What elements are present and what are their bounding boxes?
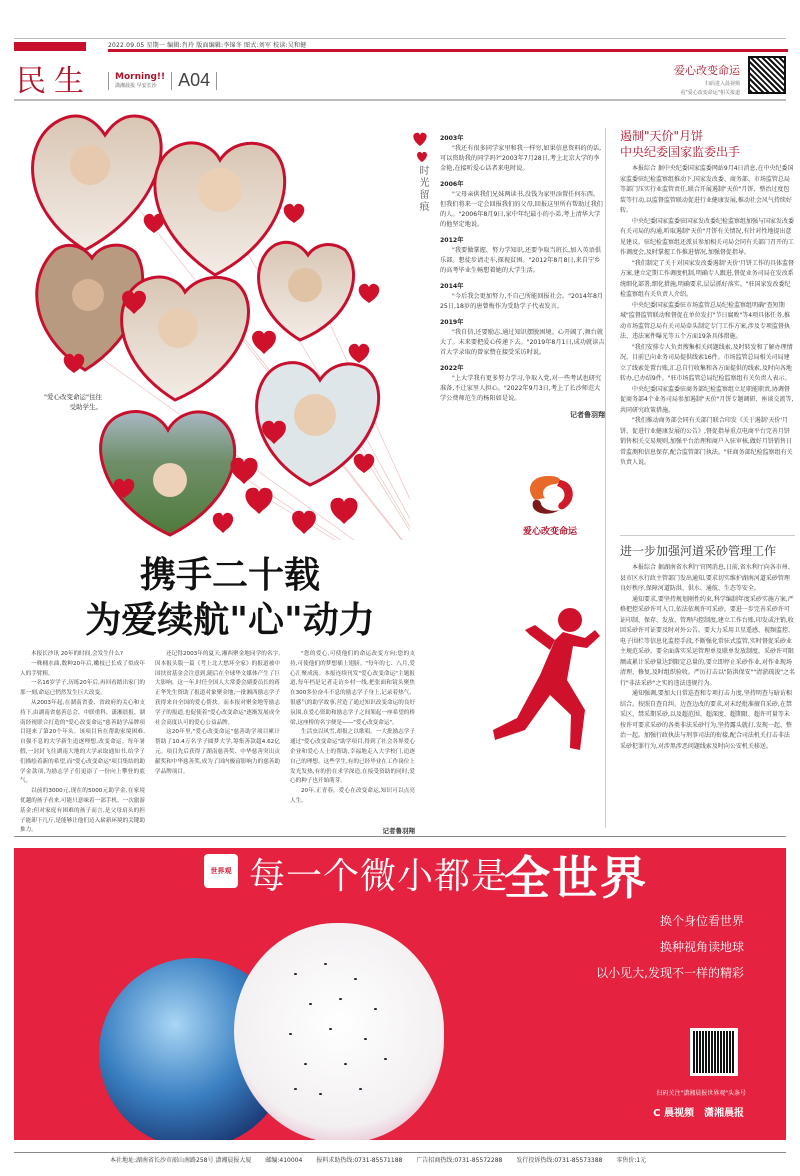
article-paragraph: 中央纪委国家监委驻商务部纪检监察组立足职能职责,协调督促商务部4个业务司局参加遏制"天价"月饼专题调研、座谈交流等,共同研究政策措施。 — [620, 385, 794, 414]
dateline: 2022.09.05 星期一 编辑:肖玲 版面编辑:李锦冬 图式:刘军 校读:吴和健 — [108, 42, 307, 49]
body-paragraph: 从2003年起,在湖南省委、省政府的关心和支持下,由湖南省慈善总会、中联重科、潇湘晨报、湖南经视联合打造的"爱心改变命运"慈善助学品牌项目迎来了第20个年头。该项目旨在帮助家境困难,自强不息的大学新生追逐理想,改变命运。每年暑假,一封封飞往湖南大地的大学录取通知书,给学子们描绘着新的希望,而"爱心改变命运"项目集结的助学金款项,为励志学子们更添了一份向上攀登的底气。 — [20, 699, 145, 785]
divider — [171, 72, 172, 90]
body-byline: 记者鲁羽翔 — [382, 826, 415, 835]
footer-rule — [14, 1152, 786, 1153]
advertisement[interactable] — [14, 848, 786, 1140]
heart-icon — [410, 132, 430, 162]
ad-slogan: 换种视角读地球 — [659, 940, 744, 954]
article-paragraph: "我们安排专人负责搜集相关问题线索,及时转发和了解办理情况。目前已向业务司局提供线索16件。市场监管总局相关司局建立了线索处置台账,汇总自行收集和各方面提供的线索,及时向各地转办,已办结9件。"驻市场监管总局纪检监察组有关负责人表示。 — [620, 343, 793, 382]
ad-slogan: 以小见大,发现不一样的精彩 — [596, 966, 744, 980]
brand-logo: Morning!! — [115, 71, 166, 82]
body-paragraph: 一名16岁学子,历练20年后,再回看踏出家门的那一刻,命运已悄然发生巨大改变。 — [20, 680, 145, 697]
ad-slogan: 换个身位看世界 — [659, 914, 744, 928]
body-paragraph: 本报长沙讯 20年的时间,会发生什么? — [31, 651, 123, 657]
divider — [108, 72, 109, 90]
ad-brands — [653, 1104, 744, 1119]
body-paragraph: 以前的3000元,现在的5000元助学金,在家境优越的孩子看来,可能只意味着一部手机、一次旅游基金;但对家庭有困难的孩子而言,是父母肩头的担子能卸下几斤,是能够让他们迈入崭新环境的关键助推力。 — [20, 788, 145, 834]
timeline-entry — [440, 236, 605, 276]
article-title: 遏制"天价"月饼 — [620, 129, 704, 143]
brand-subtitle: 潇湘晨报 早安长沙 — [115, 82, 157, 89]
section-color-block — [14, 42, 86, 51]
article-paragraph: "我们制定了关于对国家发改委遏制'天价'月饼工作的具体监督方案,建立定期工作调度机制,明确专人跟进,督促业务司局在发改系统细化部署,细化措施,明确要求,层层抓好落实。"驻国家发改委纪检监察组有关负责人介绍。 — [620, 259, 795, 298]
timeline-entry — [440, 282, 605, 312]
timeline-text: "上大学我有更多努力学习,争取入党,对一些考试也研究准备,不让家里人担心。"2022年9月3日,考上了长沙师范大学公费师范生的杨阳如是说。 — [440, 375, 602, 402]
side-label: 时光留痕 — [417, 165, 428, 213]
body-paragraph: "您的爱心,可使他们的命运改变方向;您的支持,可使他们的梦想插上翅膀。"每年的七、八月,爱心汇聚成流。本报连续刊发"爱心改变命运"主题报道,每年档是记者走访乡村一线,把张面和镜头聚焦在300多位奋斗不息的励志学子身上,记录着热气、很感气的助学故事,营造了通过知识改变命运的良好氛围,在爱心资助和励志学子之间架起一座希望的桥梁,这座桥的名字便是——"爱心改变命运"。 — [290, 651, 415, 726]
photo-caption: "爱心改变命运"往往受助学生。 — [44, 393, 102, 411]
timeline-year: 2003年 — [440, 135, 464, 142]
headline-line2: 为爱续航"心"动力 — [85, 600, 375, 641]
ad-slogans — [596, 908, 744, 986]
article-sand-mining — [620, 543, 795, 752]
article-paragraph: "我们推动商务部会同有关部门联合印发《关于遏制'天价'月饼、促进行业健康发展的公告》,督促指导重点电商平台完善月饼销售相关交易规则,加强平台治理和商户入驻审核,做好月饼销售日常监测和信息保存,配合监管部门执法。"驻商务部纪检监察组有关负责人说。 — [620, 417, 793, 466]
header-red-rule — [108, 49, 788, 52]
column-divider — [605, 128, 606, 828]
body-column — [290, 650, 415, 837]
column-sub2: 看"爱心改变命运"相关报道 — [680, 90, 740, 96]
article-paragraph: 中央纪委国家监委驻市场监管总局纪检监察组明确"查短期城"监督监管联动和督促在单位发打"节日腐败"等4项具体任务,推动市场监管总局有关司局牵头制定专门工作方案,涉及专项监督执法、违法案件曝光等五个方面19条具体措施。 — [620, 301, 791, 340]
footer-news-hotline: 报料求助热线:0731-85571188 — [316, 1157, 403, 1164]
top-rule — [14, 38, 786, 39]
timeline-year: 2006年 — [440, 181, 464, 188]
timeline-entry — [440, 134, 605, 174]
hands-logo-icon — [515, 470, 585, 520]
qr-code-icon[interactable] — [748, 56, 786, 94]
main-headline — [40, 553, 420, 643]
timeline-year: 2019年 — [440, 319, 464, 326]
article-mooncake — [620, 128, 795, 469]
timeline-byline: 记者鲁羽翔 — [570, 411, 605, 419]
timeline-text: "我还有很多同学家里和我一样穷,如果信息资料的的话,可以资助我的同学吗?"2003年7月28日,考上北京大学的李金艳,在接听爱心话者来电时说。 — [440, 145, 602, 172]
body-paragraph: 还记得2003年的夏天,湘西聚金地同学的名字,因本报头版一篇《考上北大愁坏全家》的报道被中国扶贫基金会注意到,随后在全球华文媒体产生了巨大影响。这一年,时任全国人大常委会副委员长的蒋正华先生资助了报道对象聚金地,一批湘西励志学子获得来自全国的爱心帮扶。而本报对聚金地等励志学子的报道,也促使着"爱心改变命运"逐渐发展成全社会高度认可的爱心公益品牌。 — [155, 651, 280, 726]
footer-address: 本社地址:湖南省长沙市韶山南路258号 潇湘晨报大厦 — [110, 1157, 252, 1164]
divider — [216, 72, 217, 90]
headline-line1: 携手二十载 — [139, 555, 320, 596]
article-paragraph: 通知强调,要加大日常巡查和专项打击力度,坚持明查与暗访相结合。按照自查自纠、边查边改的要求,对未经批准擅自采砂,在禁采区、禁采期采砂,以及超范围、超深度、超期限、超许可量等未按许可要求采砂的各类非法采砂行为,坚持露头就打,发现一起、整治一起。加强行政执法与刑事司法的衔接,配合司法机关打击非法采砂犯罪行为,对涉黑涉恶问题线索及时向公安机关移送。 — [620, 690, 792, 750]
article-title: 进一步加强河道采砂管理工作 — [620, 544, 777, 558]
body-paragraph: 这20年里,"爱心改变命运"慈善助学项目累计帮助了10.4万名学子圆梦大学,筹集善款超4.62亿元。项目先后获得了湖南慈善奖、中华慈善突出贡献奖和中华慈善奖,成为了国内极富影响力的慈善助学品牌项目。 — [155, 729, 280, 775]
timeline-text: "父母亲供我们兄妹两读书,没钱为家里添置任何东西。但我们将来一定会回报我们的父母,回报这里所有帮助过我们的人。"2006年8月9日,家中年纪最小的小弟,考上清华大学的他坚定地说。 — [440, 191, 603, 228]
timeline-year: 2022年 — [440, 365, 464, 372]
timeline-text: "我自信,还要励志,通过知识摆脱困境。心开阔了,舞台就大了。未来要把爱心传递下去。"2019年8月1日,成功就读吉首大学录取的曾家赞在接受采访时说。 — [440, 329, 605, 356]
body-column — [20, 650, 145, 837]
article-divider — [620, 535, 795, 536]
section-title: 民生 — [16, 64, 92, 99]
footer-price: 零售价:1元 — [616, 1157, 647, 1164]
footer-postcode: 邮编:410004 — [265, 1157, 303, 1164]
article-paragraph: 本报综合 据湖南省水利厅官网消息,日前,省水利厅向各市州、县市区水行政主管部门发出通知,要求切实维护湖南河道采砂管理良好秩序,保障河道防洪、供水、通航、生态等安全。 — [620, 564, 794, 592]
timeline-text: "我要做掌握、努力学知识,还要争取当班长,加入英语俱乐部。想徒步请走车,探视贫困。"2012年8月8日,来自宁乡的高考毕业生畅想着她的大学生活。 — [440, 247, 602, 274]
body-column — [155, 650, 280, 837]
article-paragraph: 通知要求,要坚持规划刚性约束,科学编制年度采砂实施方案,严格把控采砂许可入口,依法依规许可采砂。要进一步完善采砂许可证印制、保存、发放、管理内控制度,建立工作台账,印发或注销,收回采砂许可证要及时对外公告。要大力采用卫星遥感、视频监控、电子围栏等信息化监控手段,不断强化常驻式监管,实时督促采砂业主规范采砂。要全面落实采运管理单及联单发放制度。采砂许可限额或累计采砂量达到限定总量的,要立即停止采砂作业,对作业现场清理、修复,及时组织验收。严厉打击以"防洪保安""清淤疏浚"之名行"非法采砂"之实的违法违规行为。 — [620, 595, 795, 687]
photo-collage — [10, 100, 410, 540]
timeline-year: 2012年 — [440, 237, 464, 244]
article-paragraph: 中央纪委国家监委驻国家发改委纪检监察组加强与国家发改委有关司局的沟通,听取遏制"天价"月饼有关情况,有针对性地提出意见建议。驻纪检监察组还派员参加相关司局会同有关部门召开的工作调度会,及时掌握工作推进情况,加强督促指导。 — [620, 217, 795, 256]
section-divider — [14, 836, 786, 837]
timeline-year: 2014年 — [440, 283, 464, 290]
ad-title-big: 全世界 — [504, 851, 648, 905]
chenshipin-logo: C 晨视频 — [653, 1108, 694, 1119]
body-paragraph: 一株桶水曲,数种20年后,嫩枝已长成了似成年人的手臂粗。 — [20, 660, 145, 677]
body-paragraph: 20年,正青春。爱心在改变命运,知识可以点亮人生。 — [290, 788, 415, 804]
footer — [110, 1155, 646, 1164]
charity-logo — [515, 470, 585, 540]
runner-figure-icon — [455, 600, 605, 770]
footer-ad-hotline: 广告招商热线:0731-85572288 — [416, 1157, 503, 1164]
masthead-brand — [108, 70, 217, 91]
ad-title: 每一个微小都是 — [249, 856, 509, 897]
timeline-text: "今后我会更加努力,不自己所能回报社会。"2014年8月25日,18岁的唐曾梅作为受助学子代表发言。 — [440, 293, 604, 310]
ad-qr-code-icon[interactable] — [690, 1028, 738, 1076]
article-title: 中央纪委国家监委出手 — [620, 145, 741, 159]
dragon-fruit-image — [234, 923, 444, 1140]
timeline-entry — [440, 180, 605, 230]
timeline-entry — [440, 364, 605, 404]
column-sub1: 扫码进入晨视频 — [704, 81, 740, 87]
shijieguan-logo: 世界观 — [204, 854, 238, 888]
body-paragraph: 生活虫以风雪,却报之以歌唱。一大批励志学子通过"爱心改变命运"助学项目,得到了社会各界爱心企业和爱心人士的帮助,幸福地走入大学校门,追逐自己的理想。这些学生,有的已经毕业在工作岗位上发光发热,有的仍在求学深造,在接受资助的同时,爱心的种子也开始萌芽。 — [290, 729, 415, 785]
timeline-entry — [440, 318, 605, 358]
column-name: 爱心改变命运 — [674, 64, 740, 77]
xiaoxiang-logo: 潇湘晨报 — [704, 1108, 744, 1119]
timeline — [440, 128, 605, 420]
feature-body — [20, 650, 415, 837]
heart-photo-frames — [10, 100, 410, 540]
logo-text: 爱心改变命运 — [522, 527, 577, 537]
column-promo — [674, 62, 740, 96]
ad-scan-text: 扫码关注"潇湘晨报世界观"头条号 — [656, 1090, 746, 1097]
page-number: A04 — [178, 70, 211, 90]
footer-distribution-hotline: 发行投诉热线:0731-85573388 — [516, 1157, 603, 1164]
article-paragraph: 本报综合 据中央纪委国家监委网站9月4日消息,在中央纪委国家监委驻纪检监察组推动下,国家发改委、商务部、市场监管总局等部门压实行业监管责任,联合开展遏制"天价"月饼、整治过度包装等行动,以监督监管联动促进行业健康发展,推动社会风气持续好转。 — [620, 165, 794, 214]
